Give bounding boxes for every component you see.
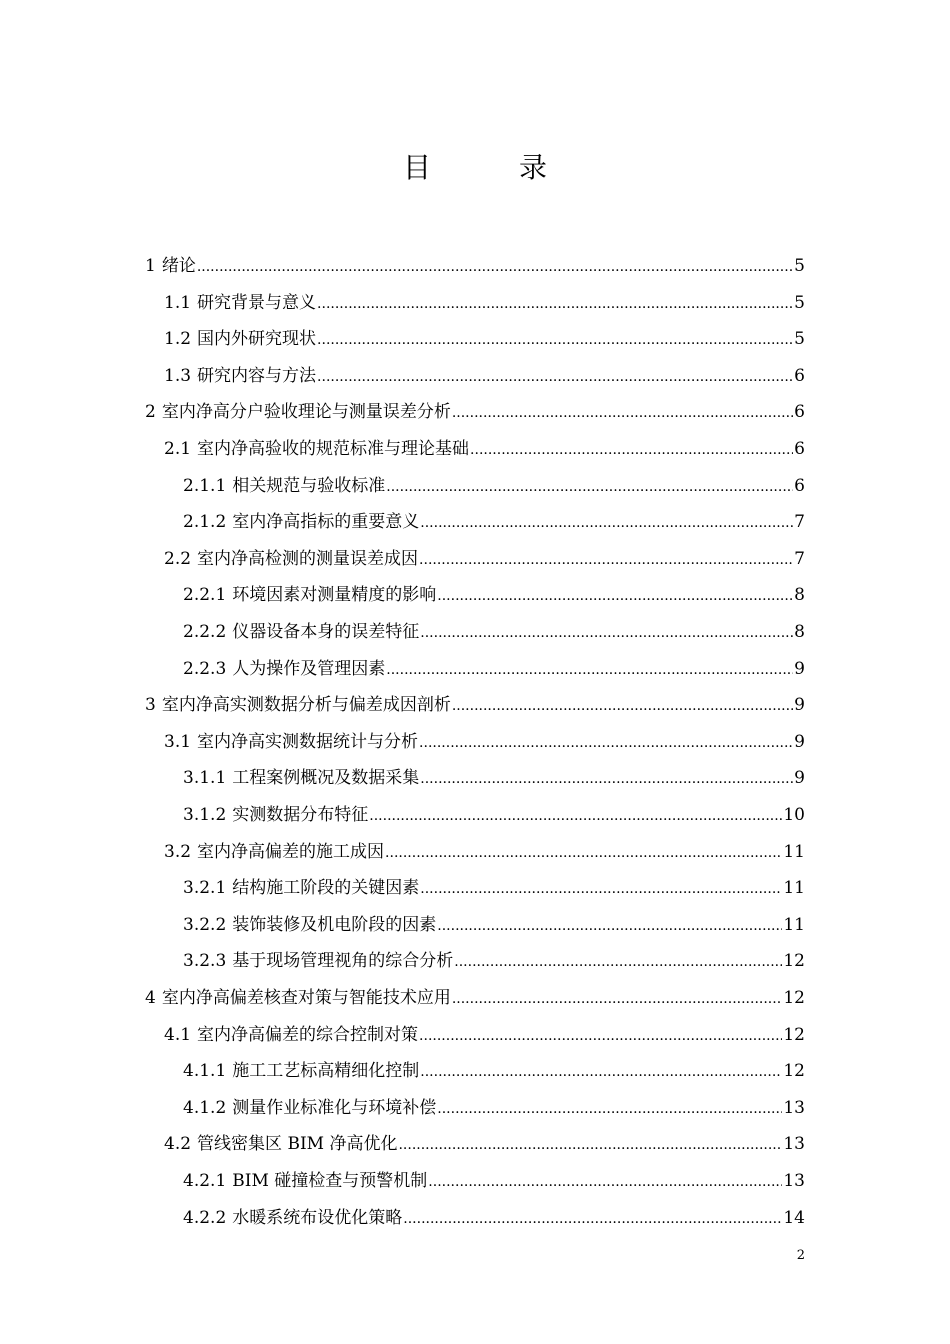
toc-entry-number: 2.1.1: [183, 475, 227, 496]
toc-dot-leader: [452, 687, 793, 724]
toc-entry-page: 13: [783, 1134, 805, 1155]
toc-entry-number: 3.1.1: [183, 768, 227, 789]
toc-entry-number: 4.1: [164, 1024, 192, 1045]
toc-entry-title: 人为操作及管理因素: [232, 658, 386, 679]
toc-entry-number: 2.2.1: [183, 585, 227, 606]
toc-entry[interactable]: [183, 504, 805, 540]
toc-entry-number: 4.1.2: [183, 1097, 227, 1118]
toc-dot-leader: [386, 468, 793, 505]
toc-entry-number: 2: [145, 402, 156, 423]
toc-entry-page: 14: [783, 1207, 805, 1228]
toc-entry[interactable]: [183, 577, 805, 613]
toc-entry-title: 室内净高偏差核查对策与智能技术应用: [161, 988, 451, 1008]
toc-entry[interactable]: [164, 834, 805, 870]
toc-dot-leader: [419, 541, 793, 578]
toc-entry-title: 室内净高指标的重要意义: [232, 512, 420, 533]
toc-entry[interactable]: [183, 797, 805, 833]
toc-entry[interactable]: [183, 468, 805, 504]
toc-entry-number: 3.2.1: [183, 878, 227, 899]
toc-dot-leader: [369, 797, 782, 834]
toc-entry-page: 7: [794, 548, 805, 569]
toc-entry-number: 3.2.3: [183, 951, 227, 972]
toc-entry-page: 9: [794, 731, 805, 752]
toc-entry[interactable]: [145, 394, 805, 430]
toc-dot-leader: [419, 724, 793, 761]
toc-entry[interactable]: [183, 614, 805, 650]
toc-entry[interactable]: [164, 285, 805, 321]
toc-dot-leader: [398, 1126, 782, 1163]
toc-entry-title: 室内净高分户验收理论与测量误差分析: [161, 402, 451, 423]
toc-entry[interactable]: [183, 870, 805, 906]
toc-entry-number: 3.2: [164, 841, 192, 862]
toc-dot-leader: [452, 980, 783, 1017]
toc-entry-number: 2.2.3: [183, 658, 227, 679]
toc-entry-title: 室内净高检测的测量误差成因: [197, 548, 419, 569]
toc-entry[interactable]: [164, 724, 805, 760]
toc-dot-leader: [197, 248, 793, 285]
toc-entry-title: 结构施工阶段的关键因素: [232, 878, 420, 899]
toc-entry-page: 13: [783, 1097, 805, 1118]
toc-entry-page: 8: [794, 622, 805, 642]
toc-title: 目 录: [402, 151, 577, 184]
toc-entry-title: 室内净高实测数据分析与偏差成因剖析: [161, 695, 451, 716]
toc-dot-leader: [420, 504, 793, 541]
toc-entry[interactable]: [183, 760, 805, 796]
toc-entry-page: 5: [794, 329, 805, 350]
toc-entry-page: 6: [794, 475, 805, 496]
page-number: 2: [796, 1248, 805, 1263]
toc-entry[interactable]: [183, 1163, 805, 1199]
toc-entry-page: 11: [783, 878, 805, 899]
toc-entry-page: 12: [783, 951, 805, 972]
toc-entry-number: 1.1: [164, 292, 192, 313]
toc-entry-title: 研究背景与意义: [197, 292, 317, 313]
toc-entry-title: 环境因素对测量精度的影响: [232, 585, 437, 606]
toc-entry-title: 工程案例概况及数据采集: [232, 768, 420, 789]
toc-entry-page: 8: [794, 585, 805, 606]
toc-dot-leader: [428, 1163, 782, 1200]
toc-dot-leader: [420, 1053, 782, 1090]
toc-entry[interactable]: [183, 1090, 805, 1126]
toc-entry[interactable]: [183, 651, 805, 687]
toc-dot-leader: [420, 870, 782, 907]
toc-entry[interactable]: [164, 431, 805, 467]
toc-dot-leader: [437, 577, 793, 614]
toc-entry-number: 4.2.2: [183, 1207, 227, 1228]
toc-entry-title: 室内净高实测数据统计与分析: [197, 731, 419, 752]
toc-entry-page: 9: [794, 695, 805, 716]
toc-dot-leader: [437, 907, 782, 944]
toc-entry[interactable]: [164, 1017, 805, 1053]
toc-entry-page: 11: [783, 914, 805, 935]
toc-entry-title: 室内净高验收的规范标准与理论基础: [197, 439, 470, 459]
toc-dot-leader: [470, 431, 793, 468]
toc-entry-title: 相关规范与验收标准: [232, 475, 386, 496]
toc-entry-page: 11: [783, 841, 805, 862]
toc-entry-page: 5: [794, 292, 805, 313]
toc-entry-page: 6: [794, 402, 805, 423]
toc-dot-leader: [317, 358, 793, 395]
toc-dot-leader: [419, 1017, 782, 1054]
toc-entry[interactable]: [164, 541, 805, 577]
toc-entry-number: 1.3: [164, 365, 192, 386]
toc-entry-title: 室内净高偏差的施工成因: [197, 841, 385, 862]
toc-entry-number: 4: [145, 988, 156, 1008]
toc-entry-title: 装饰装修及机电阶段的因素: [232, 914, 437, 935]
toc-entry-number: 1: [145, 256, 156, 276]
toc-entry-title: 基于现场管理视角的综合分析: [232, 951, 454, 972]
toc-entry-page: 5: [794, 256, 805, 276]
toc-entry[interactable]: [183, 907, 805, 943]
toc-entry[interactable]: [145, 687, 805, 723]
toc-entry-number: 1.2: [164, 329, 192, 350]
toc-entry-title: 施工工艺标高精细化控制: [232, 1061, 420, 1082]
toc-dot-leader: [420, 760, 793, 797]
toc-dot-leader: [317, 321, 793, 358]
toc-entry-title: 管线密集区 BIM 净高优化: [197, 1134, 398, 1155]
toc-entry-title: 仪器设备本身的误差特征: [232, 622, 420, 642]
toc-entry[interactable]: [164, 358, 805, 394]
toc-entry-page: 12: [783, 988, 805, 1008]
toc-entry-title: 实测数据分布特征: [232, 805, 369, 825]
toc-entry-number: 3.2.2: [183, 914, 227, 935]
toc-entry-title: 室内净高偏差的综合控制对策: [197, 1024, 419, 1045]
toc-entry-title: 国内外研究现状: [197, 329, 317, 350]
toc-entry-page: 6: [794, 365, 805, 386]
toc-entry[interactable]: [164, 321, 805, 357]
toc-entry[interactable]: [145, 248, 805, 284]
toc-entry-number: 3: [145, 695, 156, 716]
toc-dot-leader: [386, 651, 793, 688]
toc-entry-number: 4.1.1: [183, 1061, 227, 1082]
toc-entry-number: 2.1: [164, 439, 192, 459]
toc-entry-number: 3.1.2: [183, 805, 227, 825]
toc-entry-title: 绪论: [161, 256, 196, 276]
toc-entry[interactable]: [164, 1126, 805, 1162]
toc-entry-page: 9: [794, 768, 805, 789]
toc-entry-number: 2.1.2: [183, 512, 227, 533]
toc-dot-leader: [452, 394, 793, 431]
toc-entry-number: 2.2: [164, 548, 192, 569]
toc-entry-title: 研究内容与方法: [197, 365, 317, 386]
toc-entry-title: 测量作业标准化与环境补偿: [232, 1097, 437, 1118]
toc-entry-title: BIM 碰撞检查与预警机制: [232, 1171, 428, 1191]
toc-entry-number: 4.2.1: [183, 1171, 227, 1191]
toc-entry-number: 4.2: [164, 1134, 192, 1155]
toc-entry[interactable]: [183, 1053, 805, 1089]
toc-entry-page: 9: [794, 658, 805, 679]
toc-entry-page: 7: [794, 512, 805, 533]
toc-entry-page: 12: [783, 1024, 805, 1045]
toc-dot-leader: [437, 1090, 782, 1127]
toc-entry-number: 3.1: [164, 731, 192, 752]
toc-dot-leader: [454, 943, 782, 980]
toc-dot-leader: [403, 1200, 782, 1237]
toc-dot-leader: [317, 285, 793, 322]
toc-entry-page: 13: [783, 1171, 805, 1191]
toc-entry-page: 6: [794, 439, 805, 459]
toc-entry-title: 水暖系统布设优化策略: [232, 1207, 403, 1228]
toc-dot-leader: [420, 614, 793, 651]
toc-entry-page: 12: [783, 1061, 805, 1082]
toc-entry[interactable]: [145, 980, 805, 1016]
toc-entry[interactable]: [183, 1200, 805, 1236]
toc-entry[interactable]: [183, 943, 805, 979]
toc-dot-leader: [385, 834, 782, 871]
toc-entry-page: 10: [783, 805, 805, 825]
toc-entry-number: 2.2.2: [183, 622, 227, 642]
